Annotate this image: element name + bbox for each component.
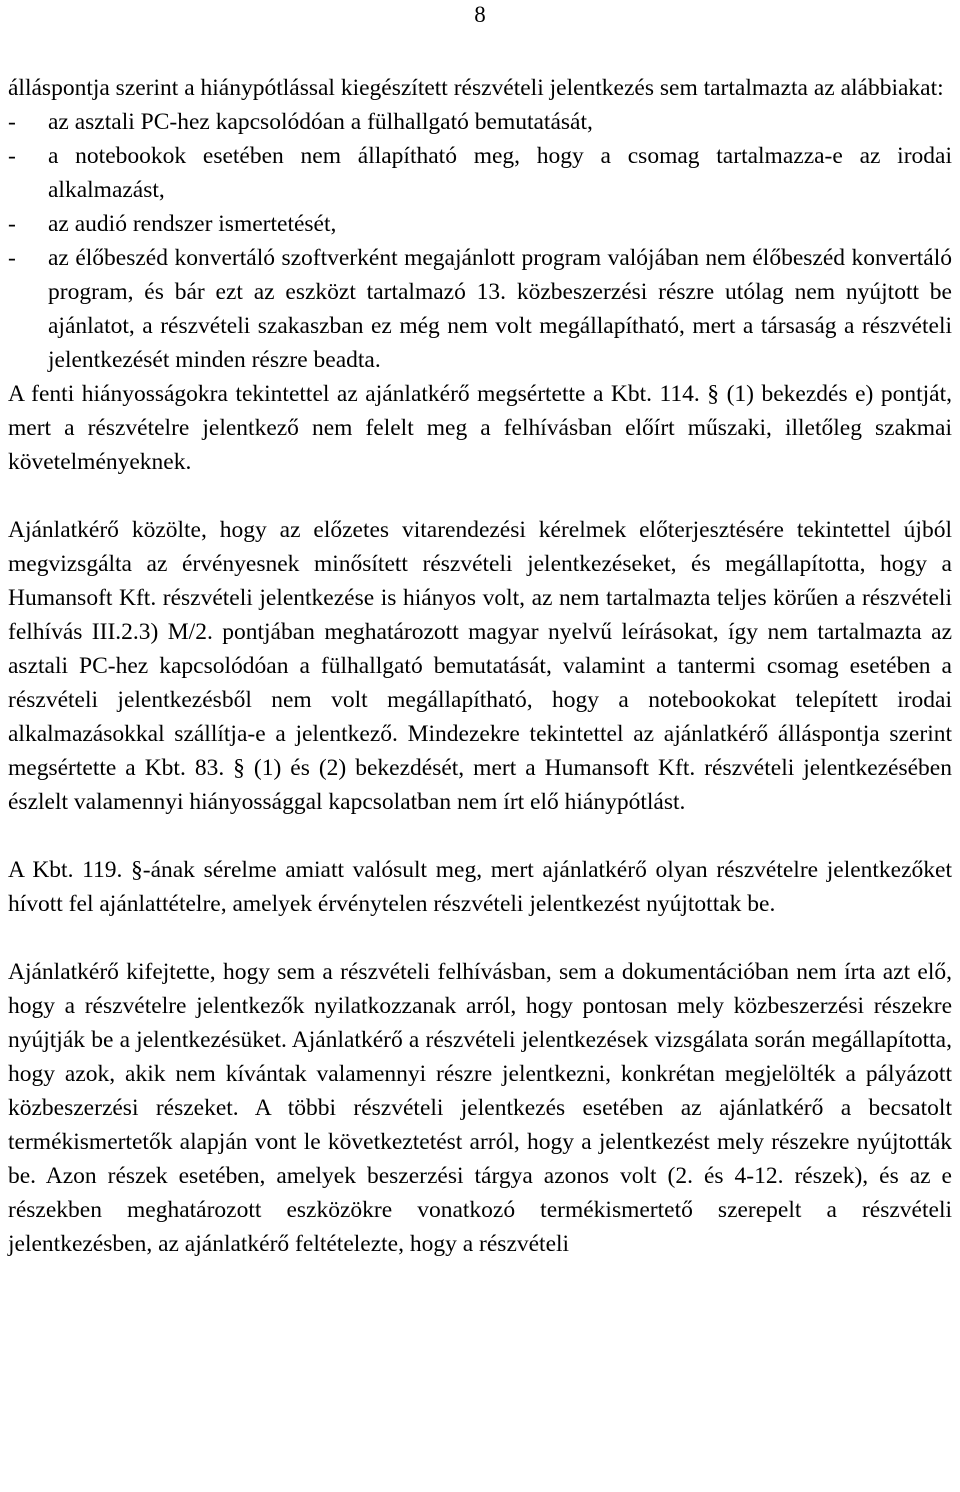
body-paragraph: Ajánlatkérő közölte, hogy az előzetes vitarendezési kérelmek előterjesztésére tekintettel újból megvizsgálta az érvényesnek minősített részvételi jelentkezéseket, és megállapította, hogy a Humansoft Kft. részvételi jelentkezése is hiányos volt, az nem tartalmazta teljes körűen a részvételi felhívás III.2.3) M/2. pontjában meghatározott magyar nyelvű leírásokat, így nem tartalmazta az asztali PC-hez kapcsolódóan a fülhallgató bemutatását, valamint a tantermi csomag esetében a részvételi jelentkezésből nem volt megállapítható, hogy a notebookokat telepített irodai alkalmazásokkal szállítja-e a jelentkező. Mindezekre tekintettel az ajánlatkérő álláspontja szerint megsértette a Kbt. 83. § (1) és (2) bekezdését, mert a Humansoft Kft. részvételi jelentkezésében észlelt valamennyi hiányossággal kapcsolatban nem írt elő hiánypótlást.	[8, 517, 952, 815]
list-dash: -	[8, 143, 16, 169]
list-dash: -	[8, 211, 16, 237]
list-item	[8, 139, 952, 207]
list-dash: -	[8, 245, 16, 271]
document-body	[8, 71, 952, 1261]
list-item	[8, 241, 952, 377]
body-paragraph: Ajánlatkérő kifejtette, hogy sem a részvételi felhívásban, sem a dokumentációban nem írta azt elő, hogy a részvételre jelentkezők nyilatkozzanak arról, hogy pontosan mely közbeszerzési részekre nyújtják be a jelentkezésüket. Ajánlatkérő a részvételi jelentkezések vizsgálata során megállapította, hogy azok, akik nem kívántak valamennyi részre jelentkezni, konkrétan megjelölték a pályázott közbeszerzési részeket. A többi részvételi jelentkezés esetében az ajánlatkérő a becsatolt termékismertetők alapján vont le következtetést arról, hogy a jelentkezést mely részekre nyújtották be. Azon részek esetében, amelyek beszerzési tárgya azonos volt (2. és 4-12. részek), és az e részekben meghatározott eszközökre vonatkozó termékismertető szerepelt a részvételi jelentkezésben, az ajánlatkérő feltételezte, hogy a részvételi	[8, 959, 952, 1257]
list-item	[8, 207, 952, 241]
list-item-text: az audió rendszer ismertetését,	[48, 211, 337, 237]
list-dash: -	[8, 109, 16, 135]
deficiency-list	[8, 105, 952, 377]
body-paragraph: A fenti hiányosságokra tekintettel az ajánlatkérő megsértette a Kbt. 114. § (1) bekezdés e) pontját, mert a részvételre jelentkező nem felelt meg a felhívásban előírt műszaki, illetőleg szakmai követelményeknek.	[8, 381, 952, 475]
list-item-text: az élőbeszéd konvertáló szoftverként megajánlott program valójában nem élőbeszéd konvertáló program, és bár ezt az eszközt tartalmazó 13. közbeszerzési részre utólag nem nyújtott be ajánlatot, a részvételi szakaszban ez még nem volt megállapítható, mert a társaság a részvételi jelentkezését minden részre beadta.	[48, 245, 952, 373]
intro-paragraph: álláspontja szerint a hiánypótlással kiegészített részvételi jelentkezés sem tartalmazta az alábbiakat:	[8, 75, 944, 101]
list-item-text: az asztali PC-hez kapcsolódóan a fülhallgató bemutatását,	[48, 109, 593, 135]
list-item-text: a notebookok esetében nem állapítható meg, hogy a csomag tartalmazza-e az irodai alkalmazást,	[48, 143, 952, 203]
page-number: 8	[474, 2, 486, 27]
list-item	[8, 105, 952, 139]
body-paragraph: A Kbt. 119. §-ának sérelme amiatt valósult meg, mert ajánlatkérő olyan részvételre jelentkezőket hívott fel ajánlattételre, amelyek érvénytelen részvételi jelentkezést nyújtottak be.	[8, 857, 952, 917]
